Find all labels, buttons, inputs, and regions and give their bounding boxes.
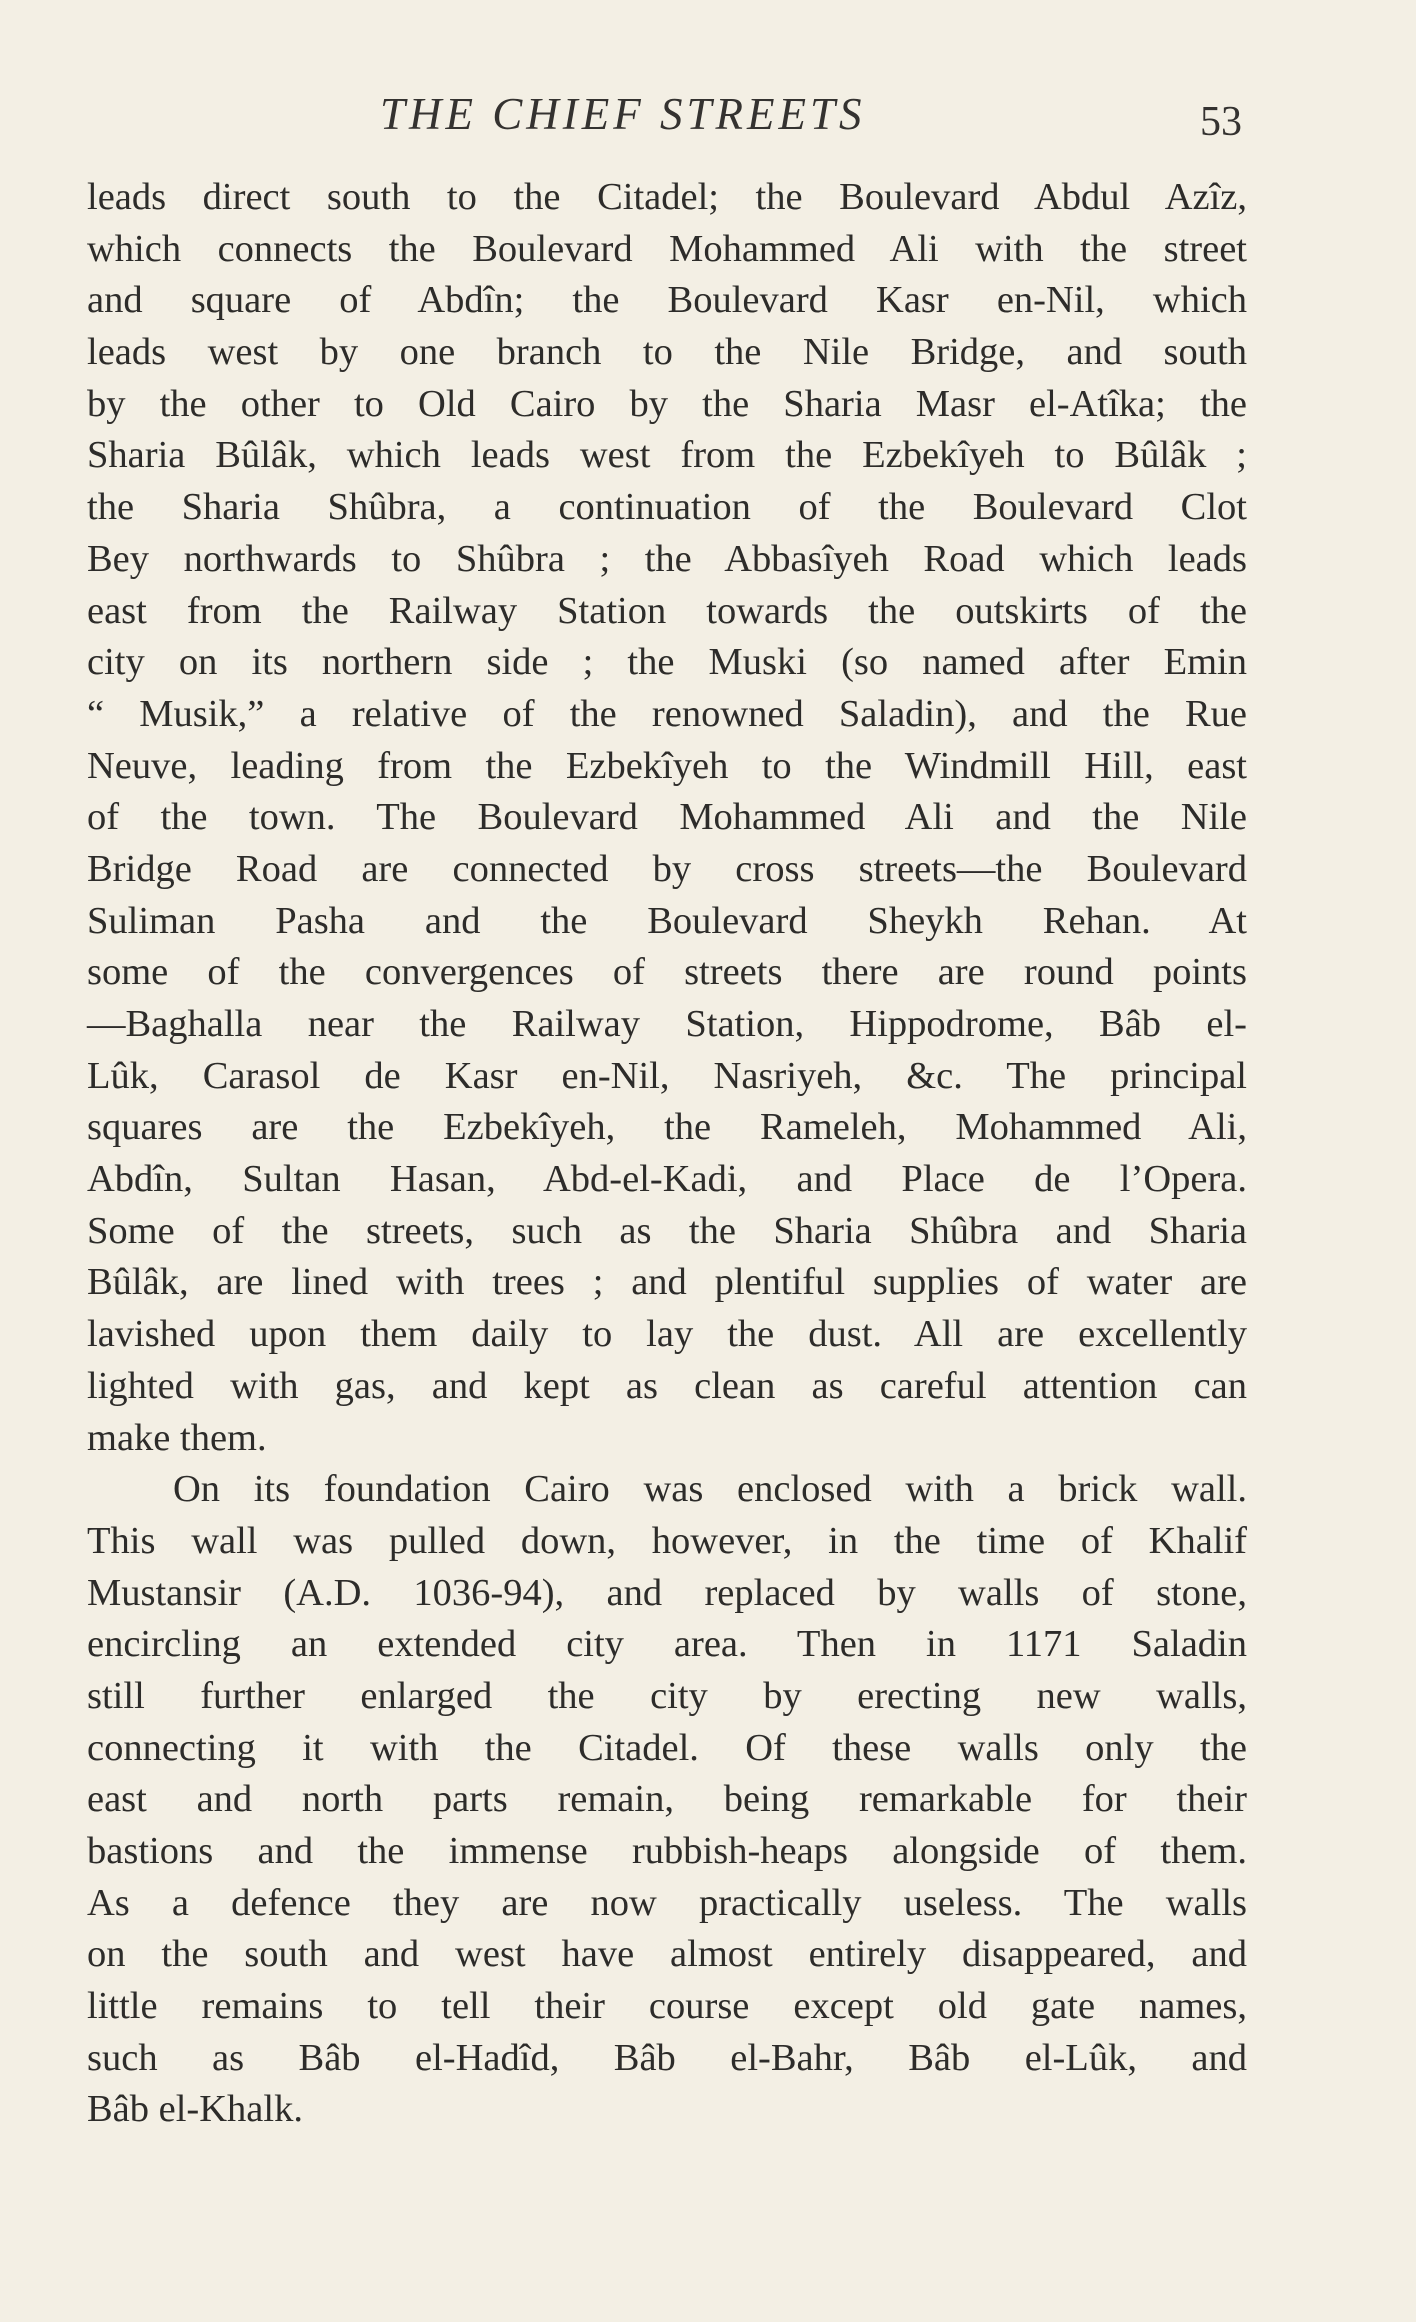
text-line: Bridge Road are connected by cross streets—the Boulevard <box>87 847 1247 890</box>
text-line: Suliman Pasha and the Boulevard Sheykh Rehan. At <box>87 899 1247 942</box>
page-number: 53 <box>1200 99 1242 145</box>
text-line: city on its northern side ; the Muski (so named after Emin <box>87 641 1247 684</box>
text-line: of the town. The Boulevard Mohammed Ali and the Nile <box>87 796 1247 839</box>
text-line: by the other to Old Cairo by the Sharia Masr el-Atîka; the <box>87 382 1247 425</box>
text-line: lavished upon them daily to lay the dust. All are excellently <box>87 1313 1247 1356</box>
text-line: Sharia Bûlâk, which leads west from the Ezbekîyeh to Bûlâk ; <box>87 434 1247 477</box>
text-line: Bûlâk, are lined with trees ; and plentiful supplies of water are <box>87 1261 1247 1304</box>
text-line: leads direct south to the Citadel; the Boulevard Abdul Azîz, <box>87 176 1247 218</box>
text-line: lighted with gas, and kept as clean as careful attention can <box>87 1364 1247 1407</box>
text-line: still further enlarged the city by erecting new walls, <box>87 1674 1247 1717</box>
text-line: encircling an extended city area. Then in 1171 Saladin <box>87 1623 1247 1666</box>
text-line: connecting it with the Citadel. Of these walls only the <box>87 1726 1247 1769</box>
text-line: which connects the Boulevard Mohammed Ali with the street <box>87 227 1247 270</box>
text-line: some of the convergences of streets there are round points <box>87 951 1247 994</box>
text-line: Mustansir (A.D. 1036-94), and replaced by walls of stone, <box>87 1571 1247 1614</box>
text-line: on the south and west have almost entirely disappeared, and <box>87 1933 1247 1976</box>
text-line: little remains to tell their course except old gate names, <box>87 1985 1247 2028</box>
text-line: east and north parts remain, being remarkable for their <box>87 1778 1247 1821</box>
text-line: such as Bâb el-Hadîd, Bâb el-Bahr, Bâb el-Lûk, and <box>87 2036 1247 2079</box>
text-line: “ Musik,” a relative of the renowned Saladin), and the Rue <box>87 692 1247 735</box>
text-line: Abdîn, Sultan Hasan, Abd-el-Kadi, and Place de l’Opera. <box>87 1158 1247 1201</box>
text-line: Neuve, leading from the Ezbekîyeh to the Windmill Hill, east <box>87 744 1247 787</box>
text-line: bastions and the immense rubbish-heaps alongside of them. <box>87 1830 1247 1872</box>
text-line: Bey northwards to Shûbra ; the Abbasîyeh Road which leads <box>87 537 1247 580</box>
text-line: —Baghalla near the Railway Station, Hippodrome, Bâb el- <box>87 1003 1247 1045</box>
text-line: Bâb el-Khalk. <box>87 2088 303 2131</box>
text-line: the Sharia Shûbra, a continuation of the Boulevard Clot <box>87 486 1247 529</box>
text-line: and square of Abdîn; the Boulevard Kasr en-Nil, which <box>87 279 1247 322</box>
text-line: This wall was pulled down, however, in the time of Khalif <box>87 1519 1247 1562</box>
running-title: THE CHIEF STREETS <box>380 89 866 139</box>
paragraph-1 <box>87 172 1247 1464</box>
text-line: Lûk, Carasol de Kasr en-Nil, Nasriyeh, &c. The principal <box>87 1054 1247 1097</box>
text-line: Some of the streets, such as the Sharia Shûbra and Sharia <box>87 1209 1247 1252</box>
text-line: make them. <box>87 1416 267 1459</box>
body-text <box>87 172 1247 2136</box>
text-line: leads west by one branch to the Nile Bridge, and south <box>87 331 1247 374</box>
text-line: On its foundation Cairo was enclosed with a brick wall. <box>173 1468 1247 1511</box>
text-line: As a defence they are now practically useless. The walls <box>87 1881 1247 1924</box>
text-line: squares are the Ezbekîyeh, the Rameleh, Mohammed Ali, <box>87 1106 1247 1149</box>
paragraph-2 <box>87 1464 1247 2136</box>
text-line: east from the Railway Station towards the outskirts of the <box>87 589 1247 632</box>
